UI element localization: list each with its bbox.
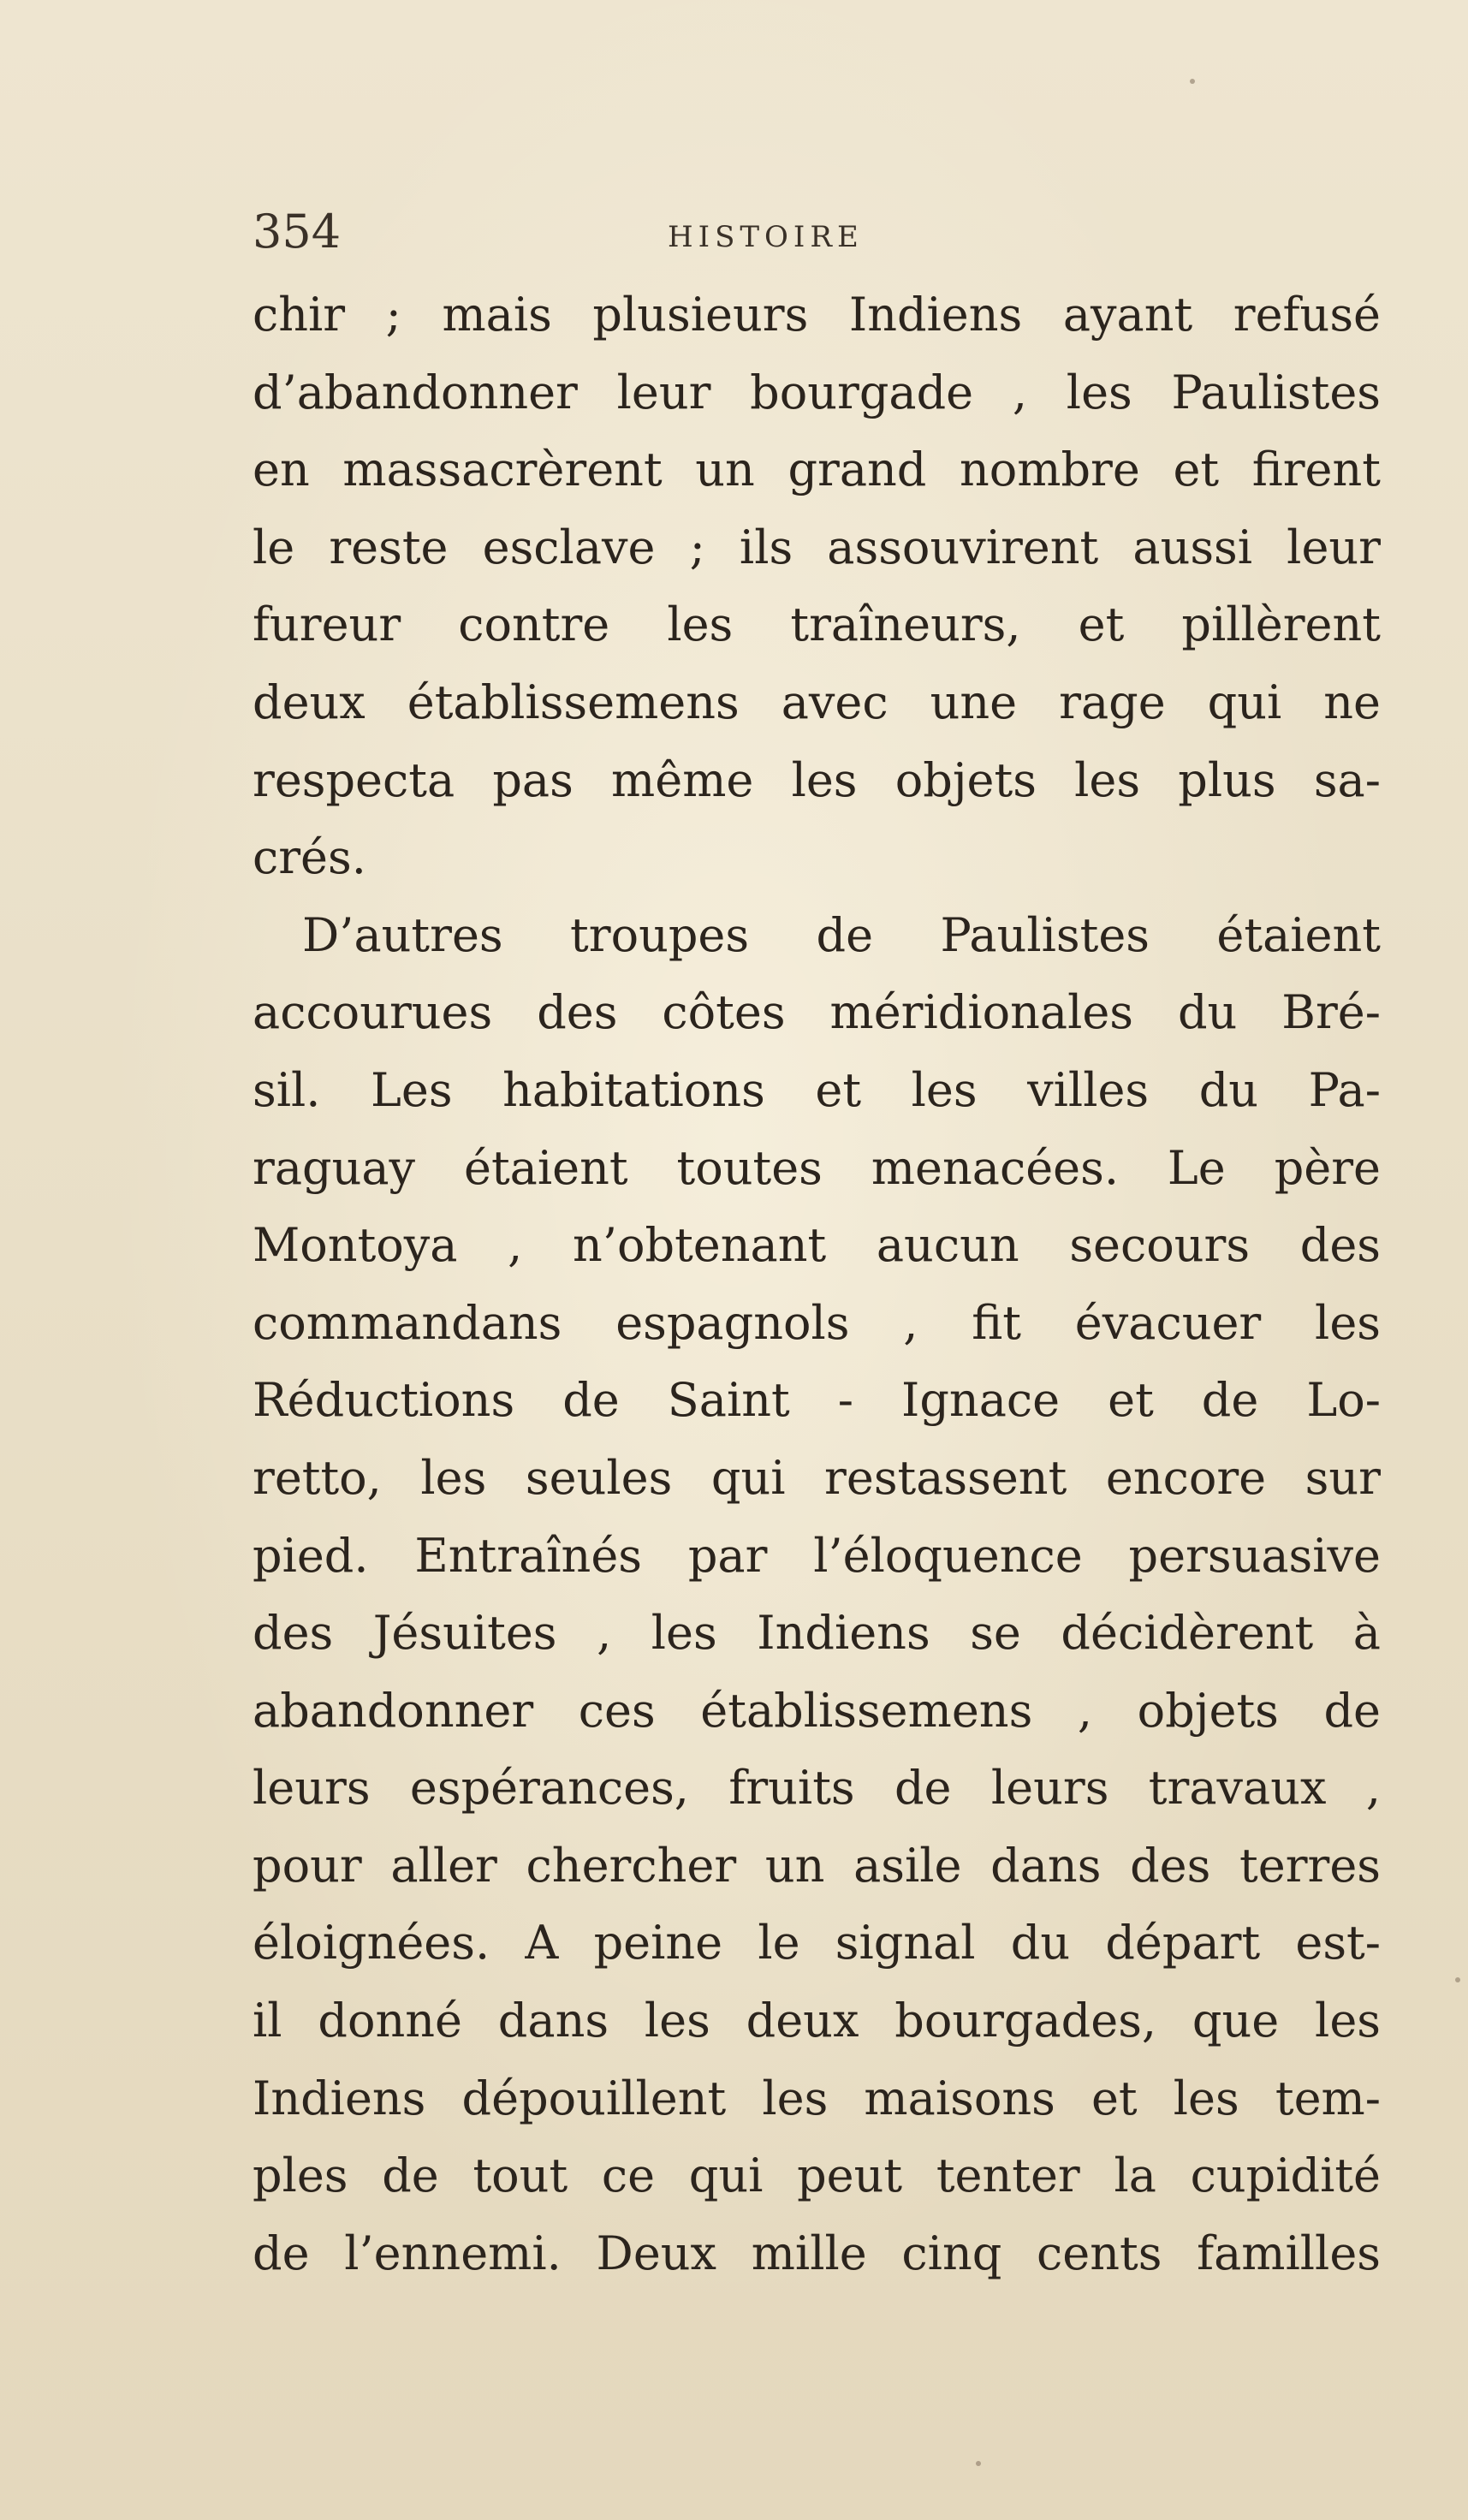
text-line-8: crés. bbox=[253, 830, 366, 885]
running-head: HISTOIRE bbox=[668, 220, 864, 254]
text-line-21: pour aller chercher un asile dans des terres bbox=[253, 1838, 1381, 1893]
text-line-14: commandans espagnols , fit évacuer les bbox=[253, 1295, 1381, 1350]
text-line-13: Montoya , n’obtenant aucun secours des bbox=[253, 1218, 1381, 1273]
text-line-19: abandonner ces établissemens , objets de bbox=[253, 1683, 1381, 1738]
paper-speck bbox=[976, 2461, 981, 2466]
text-line-2: d’abandonner leur bourgade , les Paulistes bbox=[253, 365, 1381, 419]
text-line-16: retto, les seules qui restassent encore sur bbox=[253, 1450, 1381, 1505]
text-line-12: raguay étaient toutes menacées. Le père bbox=[253, 1140, 1381, 1195]
text-line-4: le reste esclave ; ils assouvirent aussi leur bbox=[253, 520, 1381, 574]
text-line-20: leurs espérances, fruits de leurs travaux , bbox=[253, 1761, 1381, 1816]
text-line-23: il donné dans les deux bourgades, que les bbox=[253, 1994, 1381, 2048]
text-line-7: respecta pas même les objets les plus sa- bbox=[253, 752, 1381, 807]
text-line-25: ples de tout ce qui peut tenter la cupidité bbox=[253, 2149, 1381, 2203]
text-line-24: Indiens dépouillent les maisons et les tem- bbox=[253, 2071, 1381, 2125]
text-line-6: deux établissemens avec une rage qui ne bbox=[253, 675, 1381, 729]
paper-speck bbox=[1190, 79, 1195, 84]
text-line-11: sil. Les habitations et les villes du Pa- bbox=[253, 1062, 1381, 1117]
text-line-18: des Jésuites , les Indiens se décidèrent à bbox=[253, 1606, 1381, 1661]
text-line-17: pied. Entraînés par l’éloquence persuasive bbox=[253, 1528, 1381, 1583]
page-number: 354 bbox=[253, 205, 342, 259]
text-line-9: D’autres troupes de Paulistes étaient bbox=[302, 907, 1381, 962]
text-line-22: éloignées. A peine le signal du départ est- bbox=[253, 1916, 1381, 1970]
paper-speck bbox=[1455, 1977, 1460, 1982]
body-text bbox=[253, 276, 1381, 2292]
text-line-10: accourues des côtes méridionales du Bré- bbox=[253, 985, 1381, 1040]
text-line-26: de l’ennemi. Deux mille cinq cents familles bbox=[253, 2226, 1381, 2280]
text-line-1: chir ; mais plusieurs Indiens ayant refusé bbox=[253, 288, 1381, 342]
text-line-15: Réductions de Saint - Ignace et de Lo- bbox=[253, 1373, 1381, 1428]
text-line-3: en massacrèrent un grand nombre et firent bbox=[253, 443, 1381, 497]
page-header bbox=[253, 205, 1381, 269]
text-line-5: fureur contre les traîneurs, et pillèrent bbox=[253, 597, 1381, 652]
